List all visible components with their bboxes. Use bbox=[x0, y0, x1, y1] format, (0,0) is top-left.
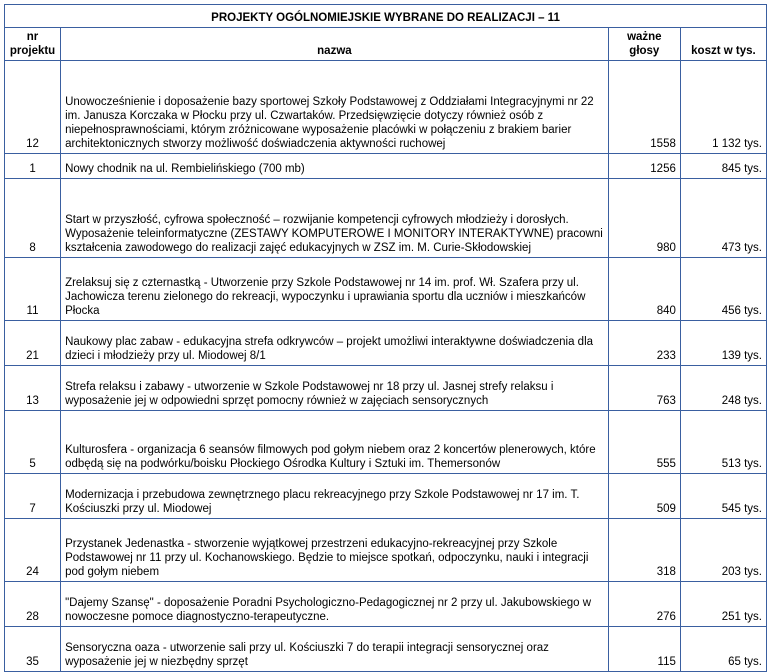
table-row bbox=[5, 474, 767, 519]
row-valid-votes: 233 bbox=[608, 321, 680, 366]
projects-table bbox=[4, 4, 767, 672]
row-cost: 845 tys. bbox=[680, 154, 766, 179]
column-header-nr bbox=[5, 28, 61, 61]
table-header-row bbox=[5, 28, 767, 61]
row-cost: 513 tys. bbox=[680, 411, 766, 474]
row-valid-votes: 1558 bbox=[608, 61, 680, 154]
table-row bbox=[5, 179, 767, 258]
row-project-number: 21 bbox=[5, 321, 61, 366]
page-title: PROJEKTY OGÓLNOMIEJSKIE WYBRANE DO REALIZACJI – 11 bbox=[5, 5, 767, 28]
row-project-name: "Dajemy Szansę" - doposażenie Poradni Psychologiczno-Pedagogicznej nr 2 przy ul. Jakubowskiego w nowoczesne pomoce diagnostyczno-terapeutyczne. bbox=[61, 582, 609, 627]
row-valid-votes: 509 bbox=[608, 474, 680, 519]
column-header-nr-line1: nr bbox=[26, 31, 39, 43]
column-header-nazwa: nazwa bbox=[61, 28, 609, 61]
row-valid-votes: 115 bbox=[608, 627, 680, 672]
row-valid-votes: 276 bbox=[608, 582, 680, 627]
table-row bbox=[5, 61, 767, 154]
row-project-name: Kulturosfera - organizacja 6 seansów filmowych pod gołym niebem oraz 2 koncertów plenerowych, które odbędą się na podwórku/boisku Płockiego Ośrodka Kultury i Sztuki im. Themersonów bbox=[61, 411, 609, 474]
row-valid-votes: 318 bbox=[608, 519, 680, 582]
row-project-name: Przystanek Jedenastka - stworzenie wyjątkowej przestrzeni edukacyjno-rekreacyjnej przy Szkole Podstawowej nr 11 przy ul. Kochanowskiego. Będzie to miejsce spotkań, odpoczynku, nauki i integracji pod gołym niebem bbox=[61, 519, 609, 582]
row-cost: 545 tys. bbox=[680, 474, 766, 519]
row-cost: 139 tys. bbox=[680, 321, 766, 366]
row-cost: 473 tys. bbox=[680, 179, 766, 258]
row-project-name: Start w przyszłość, cyfrowa społeczność – rozwijanie kompetencji cyfrowych młodzieży i dorosłych. Wyposażenie teleinformatyczne (ZESTAWY KOMPUTEROWE I MONITORY INTERAKTYWNE) pracowni kształcenia zawodowego do realizacji zajęć edukacyjnych w ZSZ im. M. Curie-Skłodowskiej bbox=[61, 179, 609, 258]
row-project-number: 1 bbox=[5, 154, 61, 179]
column-header-glosy bbox=[608, 28, 680, 61]
row-project-number: 11 bbox=[5, 258, 61, 321]
table-row bbox=[5, 366, 767, 411]
table-row bbox=[5, 411, 767, 474]
column-header-glosy-line2: głosy bbox=[629, 45, 660, 58]
row-valid-votes: 555 bbox=[608, 411, 680, 474]
row-valid-votes: 840 bbox=[608, 258, 680, 321]
row-project-name: Naukowy plac zabaw - edukacyjna strefa odkrywców – projekt umożliwi interaktywne doświadczenia dla dzieci i młodzieży przy ul. Miodowej 8/1 bbox=[61, 321, 609, 366]
row-project-name: Modernizacja i przebudowa zewnętrznego placu rekreacyjnego przy Szkole Podstawowej nr 17 im. T. Kościuszki przy ul. Miodowej bbox=[61, 474, 609, 519]
row-project-number: 24 bbox=[5, 519, 61, 582]
row-cost: 251 tys. bbox=[680, 582, 766, 627]
row-project-name: Unowocześnienie i doposażenie bazy sportowej Szkoły Podstawowej z Oddziałami Integracyjnymi nr 22 im. Janusza Korczaka w Płocku przy ul. Czwartaków. Przedsięwzięcie dotyczy również osób z niepełnosprawnościami, którym zróżnicowane wyposażenie placówki w połączeniu z brakiem barier architektonicznych stworzy możliwość doświadczenia aktywności ruchowej bbox=[61, 61, 609, 154]
table-row bbox=[5, 627, 767, 672]
row-valid-votes: 980 bbox=[608, 179, 680, 258]
column-header-koszt: koszt w tys. bbox=[680, 28, 766, 61]
table-row bbox=[5, 154, 767, 179]
row-project-name: Strefa relaksu i zabawy - utworzenie w Szkole Podstawowej nr 18 przy ul. Jasnej strefy relaksu i wyposażenie jej w odpowiedni sprzęt pomocny również w zajęciach sensorycznych bbox=[61, 366, 609, 411]
row-cost: 1 132 tys. bbox=[680, 61, 766, 154]
row-valid-votes: 1256 bbox=[608, 154, 680, 179]
row-cost: 65 tys. bbox=[680, 627, 766, 672]
row-valid-votes: 763 bbox=[608, 366, 680, 411]
column-header-glosy-line1: ważne bbox=[627, 31, 662, 43]
row-cost: 248 tys. bbox=[680, 366, 766, 411]
table-row bbox=[5, 321, 767, 366]
row-project-number: 35 bbox=[5, 627, 61, 672]
row-project-number: 28 bbox=[5, 582, 61, 627]
row-project-name: Nowy chodnik na ul. Rembielińskiego (700 mb) bbox=[61, 154, 609, 179]
row-cost: 456 tys. bbox=[680, 258, 766, 321]
table-row bbox=[5, 519, 767, 582]
column-header-nr-line2: projektu bbox=[9, 45, 56, 58]
row-project-number: 8 bbox=[5, 179, 61, 258]
row-project-number: 13 bbox=[5, 366, 61, 411]
row-cost: 203 tys. bbox=[680, 519, 766, 582]
table-row bbox=[5, 258, 767, 321]
row-project-name: Sensoryczna oaza - utworzenie sali przy ul. Kościuszki 7 do terapii integracji sensorycznej oraz wyposażenie jej w niezbędny sprzęt bbox=[61, 627, 609, 672]
table-row bbox=[5, 582, 767, 627]
row-project-number: 12 bbox=[5, 61, 61, 154]
row-project-number: 5 bbox=[5, 411, 61, 474]
row-project-number: 7 bbox=[5, 474, 61, 519]
table-title-row bbox=[5, 5, 767, 28]
row-project-name: Zrelaksuj się z czternastką - Utworzenie przy Szkole Podstawowej nr 14 im. prof. Wł. Szafera przy ul. Jachowicza terenu zielonego do rekreacji, wypoczynku i uprawiania sportu dla uczniów i mieszkańców Płocka bbox=[61, 258, 609, 321]
